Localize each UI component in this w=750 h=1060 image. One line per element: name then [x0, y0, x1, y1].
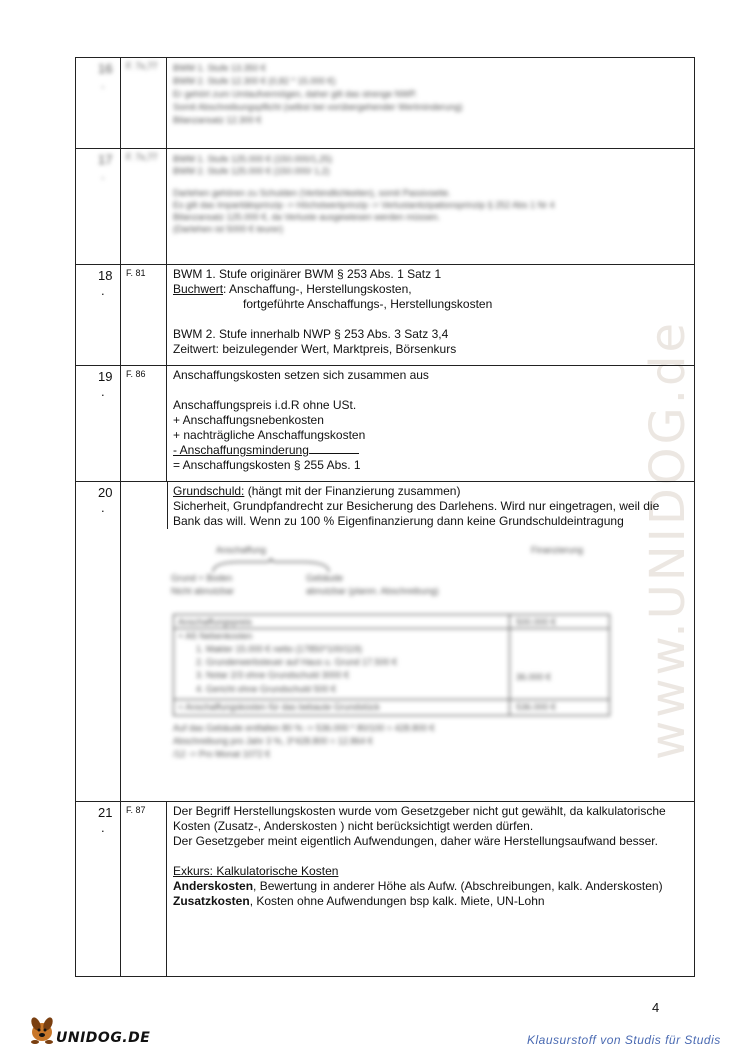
footer-slogan: Klausurstoff von Studis für Studis	[527, 1033, 721, 1047]
row-content: Grundschuld: (hängt mit der Finanzierung zusammen) Sicherheit, Grundpfandrecht zur Besicherung des Darlehens. Wird nur eingetragen, weil die Bank das will. Wenn zu 100 % Eigenfinanzierung dann keine Grundschuldeintragung	[173, 484, 660, 528]
row-number: 21	[98, 805, 113, 820]
row-reference: F. 7x,77	[126, 61, 158, 71]
table-row-18: 18 . F. 81 BWM 1. Stufe originärer BWM § 253 Abs. 1 Satz 1 Buchwert: Anschaffung-, Herstellungskosten, fortgeführte Anschaffungs-, Herstellungskosten BWM 2. Stufe innerhalb NWP § 253 Abs. 3 Satz 3,4 Zeitwert: beizulegender Wert, Marktpreis, Börsenkurs	[75, 264, 695, 366]
blurred-sketch-image: Anschaffung Finanzierung Grund + Boden Nicht abnutzbar Gebäude abnutzbar (planm. Abschreibung) Anschaffungspreis 500.000 € + Aß Nebenkosten 1. Makler 15.000 € netto (17850*100/119) 2. Grunderwerbsteuer auf Haus u. Grund 17.500 € 3. Notar 2/3 ohne Grundschuld 3000 € 4. Gericht ohne Grundschuld 500 € 36.000 € = Anschaffungskosten für das bebaute Grundstück 536.000 € Auf das Gebäude entfallen 80 % -> 536.000 * 80/100 = 428.800 € Abschreibung pro Jahr 3 %, 3*428.800 = 12.864 € /12 -> Pro Monat 1072 €	[171, 542, 611, 792]
table-row-16: 16 . F. 7x,77 BWM 1. Stufe 13.350 € BWM 2. Stufe 12.300 € (0,82 * 15.000 €) Er gehört zum Umlaufvermögen, daher gilt das strenge NWP. Somit Abschreibungspflicht (selbst bei vorübergehender Wertminderung) Bilanzansatz 12.300 €	[75, 57, 695, 149]
row-content: BWM 1. Stufe originärer BWM § 253 Abs. 1 Satz 1 Buchwert: Anschaffung-, Herstellungskosten, fortgeführte Anschaffungs-, Herstellungskosten BWM 2. Stufe innerhalb NWP § 253 Abs. 3 Satz 3,4 Zeitwert: beizulegender Wert, Marktpreis, Börsenkurs	[173, 267, 493, 356]
logo-text: UNIDOG.DE	[56, 1030, 151, 1046]
row-number: 19	[98, 369, 113, 384]
row-reference: F. 86	[126, 369, 146, 379]
table-row-21: 21 . F. 87 Der Begriff Herstellungskosten wurde vom Gesetzgeber nicht gut gewählt, da kalkulatorische Kosten (Zusatz-, Anderskosten ) nicht berücksichtigt werden dürfen. Der Gesetzgeber meint eigentlich Aufwendungen, daher wäre Herstellungsaufwand besser. Exkurs: Kalkulatorische Kosten Anderskosten, Bewertung in anderer Höhe als Aufw. (Abschreibungen, kalk. Anderskosten) Zusatzkosten, Kosten ohne Aufwendungen bsp kalk. Miete, UN-Lohn	[75, 801, 695, 977]
row-reference: F. 87	[126, 805, 146, 815]
row-content: Der Begriff Herstellungskosten wurde vom Gesetzgeber nicht gut gewählt, da kalkulatorische Kosten (Zusatz-, Anderskosten ) nicht berücksichtigt werden dürfen. Der Gesetzgeber meint eigentlich Aufwendungen, daher wäre Herstellungsaufwand besser. Exkurs: Kalkulatorische Kosten Anderskosten, Bewertung in anderer Höhe als Aufw. (Abschreibungen, kalk. Anderskosten) Zusatzkosten, Kosten ohne Aufwendungen bsp kalk. Miete, UN-Lohn	[173, 804, 666, 908]
row-number: 16	[98, 61, 113, 76]
table-row-20: 20 . Grundschuld: (hängt mit der Finanzierung zusammen) Sicherheit, Grundpfandrecht zur Besicherung des Darlehens. Wird nur eingetragen, weil die Bank das will. Wenn zu 100 % Eigenfinanzierung dann keine Grundschuldeintragung Anschaffung Finanzierung Grund + Boden Nicht abnutzbar Gebäude abnutzbar (planm. Abschreibung) Anschaffungspreis 500.000 € + Aß Nebenkosten 1. Makler 15.000 € netto (17850*100/119) 2. Grunderwerbsteuer auf Haus u. Grund 17.500 € 3. Notar 2/3 ohne Grundschuld 3000 € 4. Gericht ohne Grundschuld 500 € 36.000 € = Anschaffungskosten für das bebaute Grundstück 536.000 € Auf das Gebäude entfallen 80 % -> 536.000 * 80/100 = 428.800 € Abschreibung pro Jahr 3 %, 3*428.800 = 12.864 € /12 -> Pro Monat 1072 €	[75, 481, 695, 802]
row-number: 18	[98, 268, 113, 283]
watermark: www.UNIDOG.de	[640, 319, 696, 760]
table-row-17: 17 . F. 7x,77 BWM 1. Stufe 125.000 € (150.000/1,25) BWM 2. Stufe 125.000 € (150.000/ 1,2) Darlehen gehören zu Schulden (Verbindlichkeiten), somit Passivseite. Es gilt das Imparitätsprinzip -> Höchstwertprinzip -> Verlustantizipationsprinzip § 252 Abs 1 Nr 4 Bilanzansatz 125.000 €, da Verluste ausgewiesen werden müssen. (Darlehen ist 5000 € teurer)	[75, 148, 695, 265]
row-reference: F. 81	[126, 268, 146, 278]
inner-table: Anschaffungspreis 500.000 € + Aß Nebenkosten 1. Makler 15.000 € netto (17850*100/119) 2. Grunderwerbsteuer auf Haus u. Grund 17.500 € 3. Notar 2/3 ohne Grundschuld 3000 € 4. Gericht ohne Grundschuld 500 € 36.000 € = Anschaffungskosten für das bebaute Grundstück 536.000 €	[173, 614, 610, 716]
row-reference: F. 7x,77	[126, 152, 158, 162]
page-number: 4	[652, 1000, 660, 1015]
table-row-19: 19 . F. 86 Anschaffungskosten setzen sich zusammen aus Anschaffungspreis i.d.R ohne USt. + Anschaffungsnebenkosten + nachträgliche Anschaffungskosten - Anschaffungsminderung = Anschaffungskosten § 255 Abs. 1	[75, 365, 695, 482]
row-content: Anschaffungskosten setzen sich zusammen aus Anschaffungspreis i.d.R ohne USt. + Anschaffungsnebenkosten + nachträgliche Anschaffungskosten - Anschaffungsminderung = Anschaffungskosten § 255 Abs. 1	[173, 368, 429, 472]
row-content: BWM 1. Stufe 13.350 € BWM 2. Stufe 12.300 € (0,82 * 15.000 €) Er gehört zum Umlaufvermögen, daher gilt das strenge NWP. Somit Abschreibungspflicht (selbst bei vorübergehender Wertminderung) Bilanzansatz 12.300 €	[173, 63, 463, 125]
dog-logo-icon	[26, 1012, 60, 1046]
row-content: BWM 1. Stufe 125.000 € (150.000/1,25) BWM 2. Stufe 125.000 € (150.000/ 1,2) Darlehen gehören zu Schulden (Verbindlichkeiten), somit Passivseite. Es gilt das Imparitätsprinzip -> Höchstwertprinzip -> Verlustantizipationsprinzip § 252 Abs 1 Nr 4 Bilanzansatz 125.000 €, da Verluste ausgewiesen werden müssen. (Darlehen ist 5000 € teurer)	[173, 154, 555, 234]
row-number: 17	[98, 152, 113, 167]
row-number: 20	[98, 485, 113, 500]
